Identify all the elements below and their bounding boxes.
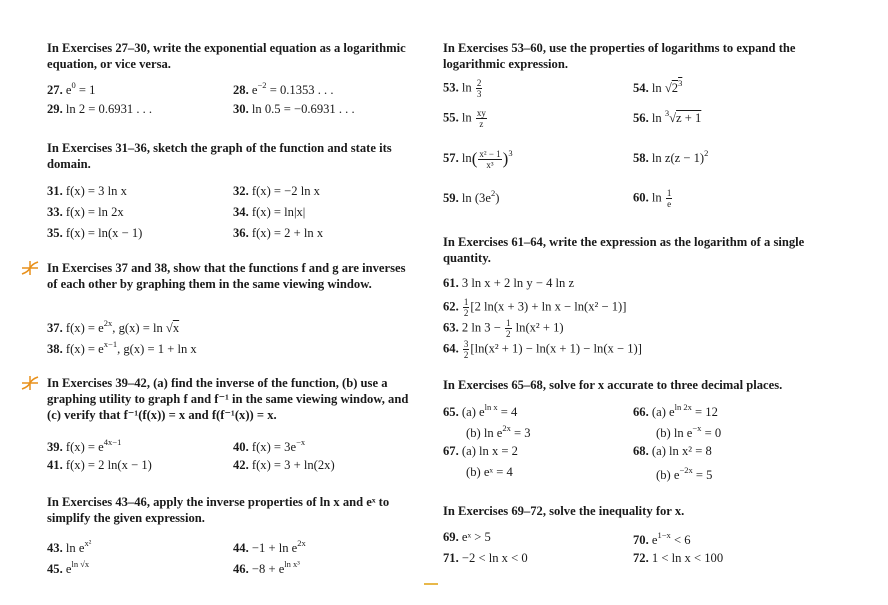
- exercise-row: [443, 276, 843, 294]
- exercise-row: [47, 80, 415, 98]
- instruction: In Exercises 61–64, write the expression as the logarithm of a single quantity.: [443, 235, 805, 265]
- exercise-58: 58. $\ln z(z - 1)^2$: [633, 148, 709, 165]
- exercise-67a: 67. (a) ln x = 2: [443, 444, 518, 458]
- exercise-66a: 66. (a) $e^{ln 2x} = 12$: [633, 402, 718, 419]
- exercise-row: [47, 339, 415, 357]
- exercise-27: 27. $e^0 = 1$: [47, 80, 96, 97]
- instruction: In Exercises 43–46, apply the inverse properties of ln x and eˣ to simplify the given expression.: [47, 495, 390, 525]
- exercise-row: [47, 318, 415, 336]
- exercise-65b: (b) $\ln e^{2x} = 3$: [466, 423, 531, 440]
- exercise-row: [47, 458, 415, 476]
- exercise-row: [443, 148, 843, 170]
- exercise-39: 39. $f(x) = e^{4x-1}$: [47, 437, 122, 454]
- instruction: In Exercises 69–72, solve the inequality for x.: [443, 504, 685, 518]
- graphing-utility-icon: [20, 375, 40, 391]
- exercise-40: 40. $f(x) = 3e^{-x}$: [233, 437, 306, 454]
- exercise-60: 60. ln $\frac{1}{e}$: [633, 188, 672, 209]
- exercise-row: [47, 437, 415, 455]
- exercise-37: 37. $f(x) = e^{2x}$, g(x) = ln √x: [47, 318, 180, 335]
- exercise-row: [47, 205, 415, 223]
- instruction: In Exercises 27–30, write the exponential equation as a logarithmic equation, or vice versa.: [47, 41, 406, 71]
- exercise-group-31-36: [47, 140, 415, 172]
- instruction: In Exercises 53–60, use the properties of logarithms to expand the logarithmic expression.: [443, 41, 796, 71]
- exercise-group-53-60: [443, 40, 843, 72]
- exercise-33: 33. f(x) = ln 2x: [47, 205, 124, 219]
- exercise-36: 36. f(x) = 2 + ln x: [233, 226, 324, 240]
- exercise-row: [443, 297, 843, 318]
- exercise-row: [47, 226, 415, 244]
- exercise-row: [443, 318, 843, 339]
- exercise-59: 59. $\ln (3e^2)$: [443, 188, 500, 205]
- exercise-42: 42. f(x) = 3 + ln(2x): [233, 458, 335, 472]
- instruction: In Exercises 31–36, sketch the graph of the function and state its domain.: [47, 141, 392, 171]
- exercise-row: [443, 402, 843, 420]
- exercise-group-61-64: [443, 234, 843, 266]
- exercise-group-37-38: [47, 260, 415, 292]
- exercise-67b: (b) eˣ = 4: [466, 465, 513, 479]
- exercise-63: 63. 2 ln 3 − $\frac{1}{2}$ ln(x² + 1): [443, 318, 564, 339]
- exercise-row: [443, 78, 843, 99]
- exercise-row: [443, 530, 843, 548]
- exercise-34: 34. f(x) = ln|x|: [233, 205, 306, 219]
- exercise-66b: (b) $\ln e^{-x} = 0$: [656, 423, 722, 440]
- exercise-row: [47, 184, 415, 202]
- exercise-46: 46. $-8 + e^{ln x^3}$: [233, 559, 300, 576]
- exercise-row: [443, 339, 843, 360]
- exercise-45: 45. $e^{ln √x}$: [47, 559, 90, 576]
- exercise-row: [443, 423, 843, 441]
- exercise-row: [443, 465, 843, 483]
- exercise-30: 30. ln 0.5 = −0.6931 . . .: [233, 102, 355, 116]
- exercise-row: [47, 102, 415, 120]
- exercise-69: 69. eˣ > 5: [443, 530, 491, 544]
- exercise-28: 28. $e^{-2} = 0.1353$ . . .: [233, 80, 334, 97]
- exercise-64: 64. $\frac{3}{2}$ [ln(x² + 1) − ln(x + 1) − ln(x − 1)]: [443, 339, 642, 360]
- exercise-68a: 68. (a) ln x² = 8: [633, 444, 712, 458]
- exercise-44: 44. $-1 + \ln e^{2x}$: [233, 538, 306, 555]
- exercise-group-39-42: [47, 375, 415, 423]
- exercise-row: [47, 559, 415, 577]
- exercise-62: 62. $\frac{1}{2}$ [2 ln(x + 3) + ln x − ln(x² − 1)]: [443, 297, 627, 318]
- exercise-group-43-46: [47, 494, 415, 526]
- exercise-72: 72. 1 < ln x < 100: [633, 551, 724, 565]
- graphing-utility-icon: [20, 260, 40, 276]
- exercise-71: 71. −2 < ln x < 0: [443, 551, 528, 565]
- exercise-65a: 65. (a) $e^{ln x} = 4$: [443, 402, 518, 419]
- exercise-41: 41. f(x) = 2 ln(x − 1): [47, 458, 152, 472]
- exercise-32: 32. f(x) = −2 ln x: [233, 184, 320, 198]
- exercise-43: 43. $\ln e^{x^2}$: [47, 538, 92, 555]
- exercise-61: 61. 3 ln x + 2 ln y − 4 ln z: [443, 276, 575, 290]
- exercise-group-65-68: [443, 377, 843, 393]
- page-divider-mark: [424, 583, 438, 585]
- exercise-53: 53. ln $\frac{2}{3}$: [443, 78, 482, 99]
- exercise-row: [443, 108, 843, 129]
- exercise-57: 57. ln( $\frac{\text{x² − 1}}{\text{x³}}$ )$^3$: [443, 148, 513, 170]
- exercise-row: [443, 551, 843, 569]
- exercise-35: 35. f(x) = ln(x − 1): [47, 226, 143, 240]
- exercise-31: 31. f(x) = 3 ln x: [47, 184, 127, 198]
- instruction: In Exercises 65–68, solve for x accurate to three decimal places.: [443, 378, 783, 392]
- exercise-row: [443, 188, 843, 209]
- exercise-29: 29. ln 2 = 0.6931 . . .: [47, 102, 153, 116]
- instruction: In Exercises 39–42, (a) find the inverse of the function, (b) use a graphing utility to graph f and f⁻¹ in the same viewing window, and (c) verify that f⁻¹(f(x)) = x and f(f⁻¹(x)) = x.: [47, 376, 409, 422]
- exercise-56: 56. ln $^3$√z + 1: [633, 108, 702, 125]
- exercise-38: 38. $f(x) = e^{x-1}$, g(x) = 1 + ln x: [47, 339, 197, 356]
- exercise-row: [443, 444, 843, 462]
- exercise-55: 55. ln $\frac{xy}{z}$: [443, 108, 486, 129]
- exercise-row: [47, 538, 415, 556]
- exercise-group-27-30: [47, 40, 415, 72]
- instruction: In Exercises 37 and 38, show that the functions f and g are inverses of each other by graphing them in the same viewing window.: [47, 261, 406, 291]
- exercise-group-69-72: [443, 503, 843, 519]
- exercise-70: 70. $e^{1-x} < 6$: [633, 530, 691, 547]
- exercise-54: 54. $\ln √2^3$: [633, 78, 683, 95]
- exercise-68b: (b) $e^{-2x} = 5$: [656, 465, 713, 482]
